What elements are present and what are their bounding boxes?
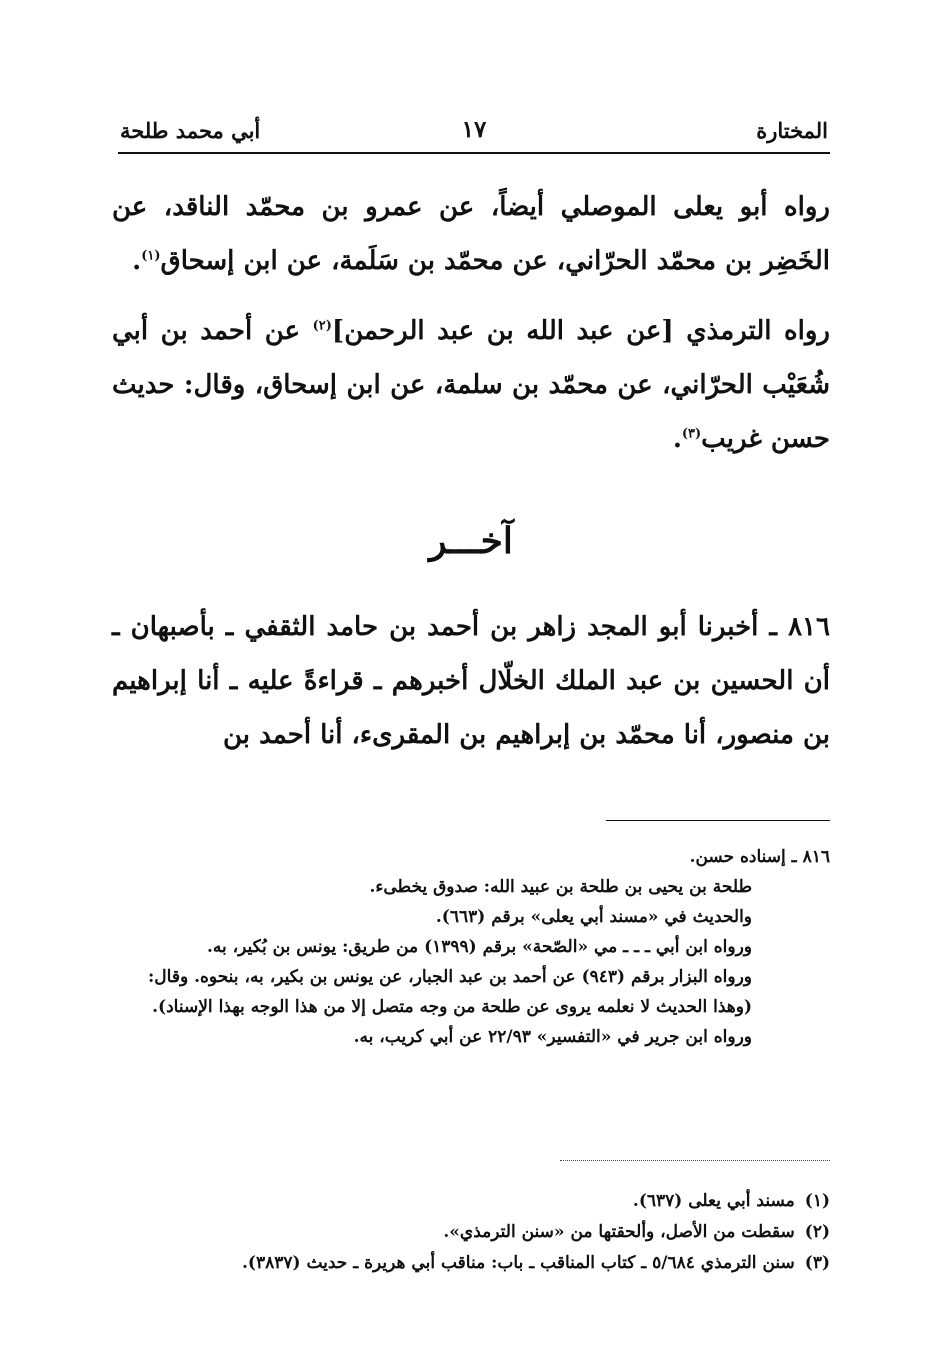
paragraph-3 [112,600,830,762]
note-line: ورواه البزار برقم (٩٤٣) عن أحمد بن عبد الجبار، عن يونس بن بكير، به، بنحوه. وقال: (وهذا الحديث لا نعلمه يروى عن طلحة من وجه متصل إلا من هذا الوجه بهذا الإسناد). [148,967,752,1017]
footnote-3 [104,1248,830,1279]
paragraph-2-end: . [672,424,682,454]
footnote-ref-3[interactable]: (٣) [681,426,702,442]
paragraph-3-text: ٨١٦ ـ أخبرنا أبو المجد زاهر بن أحمد بن حامد الثقفي ـ بأصبهان ـ أن الحسين بن عبد الملك الخلّال أخبرهم ـ قراءةً عليه ـ أنا إبراهيم بن منصور، أنا محمّد بن إبراهيم بن المقرىء، أنا أحمد بن [112,612,830,750]
footnote-ref-1[interactable]: (١) [141,248,161,264]
footnotes [104,1186,830,1279]
paragraph-2-text-a: رواه الترمذي [عن عبد الله بن عبد الرحمن] [331,316,830,346]
chapter-title: أبي محمد طلحة [120,118,261,143]
paragraph-2 [112,304,830,466]
note-line: ٨١٦ ـ إسناده حسن. [689,847,830,867]
page-number: ١٧ [461,116,487,143]
running-header [118,112,830,152]
section-heading: آخـــر [429,520,513,562]
paragraph-1-text: رواه أبو يعلى الموصلي أيضاً، عن عمرو بن محمّد الناقد، عن الخَضِر بن محمّد الحرّاني، عن محمّد بن سَلَمة، عن ابن إسحاق [112,192,830,276]
footnote-1 [104,1186,830,1217]
notes-separator [606,820,830,821]
footnote-number: (١) [804,1191,830,1211]
paragraph-1 [112,180,830,288]
note-line: والحديث في «مسند أبي يعلى» برقم (٦٦٣). [435,907,752,927]
footnote-number: (٣) [804,1253,830,1273]
footnote-number: (٢) [804,1222,830,1242]
paragraph-1-end: . [132,246,142,276]
footnote-2 [104,1217,830,1248]
footnote-text: سنن الترمذي ٥/٦٨٤ ـ كتاب المناقب ـ باب: مناقب أبي هريرة ـ حديث (٣٨٣٧). [242,1253,795,1273]
footnote-ref-2[interactable]: (٢) [312,318,332,334]
footnote-text: سقطت من الأصل، وألحقتها من «سنن الترمذي». [443,1222,795,1242]
note-line: ورواه ابن جرير في «التفسير» ٢٢/٩٣ عن أبي كريب، به. [353,1027,752,1047]
note-line: طلحة بن يحيى بن طلحة بن عبيد الله: صدوق يخطىء. [369,877,752,897]
paragraph-2-text-b: عن أحمد بن أبي شُعَيْب الحرّاني، عن محمّد بن سلمة، عن ابن إسحاق، وقال: حديث حسن غريب [112,316,830,454]
hadith-notes [104,842,830,1052]
header-rule [118,152,830,154]
note-line: ورواه ابن أبي ـ ـ ـ مي «الصّحة» برقم (١٣٩٩) من طريق: يونس بن بُكير، به. [206,937,752,957]
book-title: المختارة [756,118,828,143]
footnote-text: مسند أبي يعلى (٦٣٧). [632,1191,795,1211]
footnotes-separator [560,1160,830,1161]
